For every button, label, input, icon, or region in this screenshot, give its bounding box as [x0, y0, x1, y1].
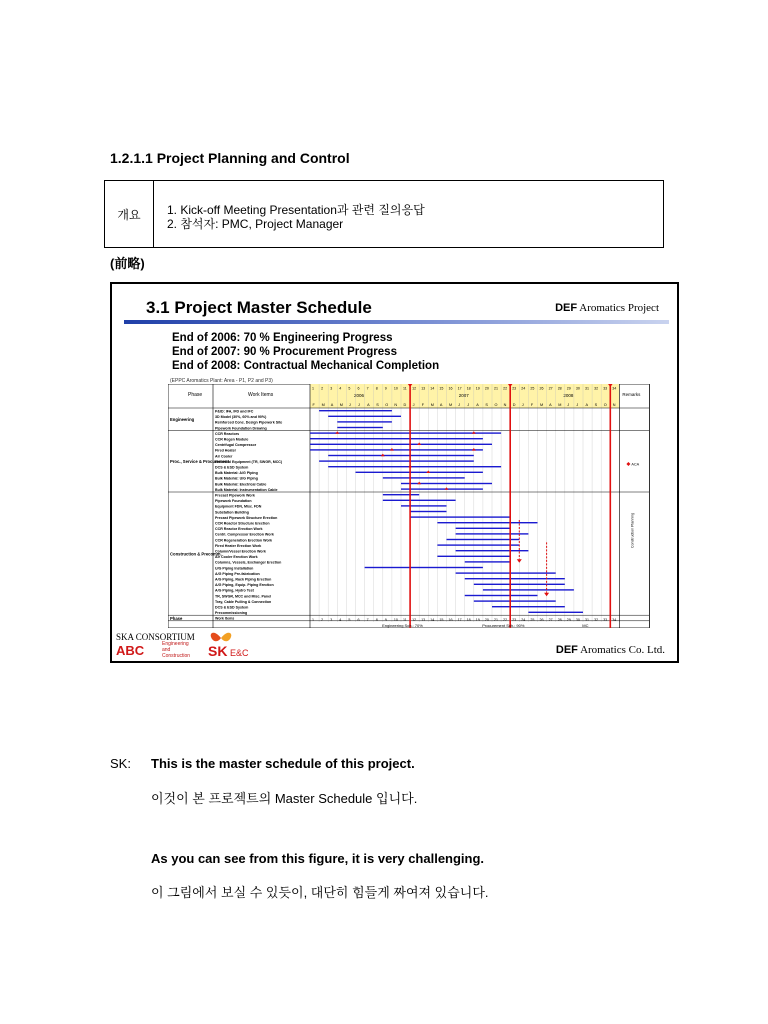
phase-label: Construction & Precomm. — [170, 551, 222, 557]
work-item-label: Equipment FDN, Misc. FDN — [215, 504, 262, 509]
work-item-label: Fired Heater Erection Work — [215, 543, 262, 548]
month-letter: J — [412, 403, 415, 407]
sk-logo: SK — [208, 643, 228, 659]
month-letter: A — [585, 403, 589, 407]
overview-line: 2. 참석자: PMC, Project Manager — [167, 217, 344, 231]
month-number: 33 — [603, 386, 608, 391]
month-letter: S — [376, 403, 379, 407]
month-letter: D — [512, 403, 516, 407]
month-number: 4 — [339, 386, 342, 391]
bottom-month-number: 5 — [348, 618, 351, 622]
bottom-month-number: 17 — [457, 618, 462, 622]
month-number: 30 — [575, 386, 580, 391]
work-item-label: TR, SWGR, MCC and Misc. Panel — [215, 594, 272, 599]
schedule-bar — [410, 511, 446, 512]
schedule-bar — [437, 556, 510, 557]
abc-logo-subtitle: Engineering and Construction — [162, 641, 191, 659]
month-number: 19 — [475, 386, 480, 391]
bottom-month-number: 27 — [548, 618, 553, 622]
schedule-bar — [310, 449, 483, 450]
work-item-label: A/G Piping, Equip. Piping Erection — [215, 583, 274, 588]
schedule-bar — [383, 500, 456, 501]
month-letter: A — [476, 403, 479, 407]
month-letter: S — [594, 403, 598, 407]
work-item-label: Air Cooler Erection Work — [215, 555, 258, 560]
bottom-month-number: 19 — [475, 618, 480, 622]
schedule-bar — [456, 533, 529, 534]
month-number: 2 — [321, 386, 324, 391]
month-number: 6 — [357, 386, 360, 391]
schedule-bar — [456, 572, 556, 573]
work-item-label: Pipework Foundation Drawing — [215, 426, 267, 431]
month-number: 16 — [448, 386, 453, 391]
schedule-bar — [465, 561, 511, 562]
work-item-label: Centrifugal Compressor — [215, 443, 257, 448]
bottom-month-number: 34 — [612, 618, 617, 622]
month-letter: M — [449, 403, 453, 407]
bottom-month-number: 14 — [430, 618, 435, 622]
month-number: 5 — [348, 386, 351, 391]
month-letter: O — [603, 403, 607, 407]
month-letter: J — [467, 403, 470, 407]
work-item-label: U/G Piping Installation — [215, 566, 254, 571]
month-number: 3 — [330, 386, 333, 391]
dialogue-line-en-2: As you can see from this figure, it is very challenging. — [151, 851, 485, 866]
bottom-month-number: 24 — [521, 618, 526, 622]
month-number: 8 — [375, 386, 378, 391]
work-item-label: A/G Piping, Hydro Test — [215, 588, 254, 593]
schedule-bar — [437, 544, 519, 545]
bottom-month-number: 9 — [384, 618, 387, 622]
schedule-bar — [328, 416, 401, 417]
schedule-bar — [319, 460, 474, 461]
bottom-month-number: 33 — [603, 618, 608, 622]
month-letter: F — [421, 403, 425, 407]
month-letter: O — [385, 403, 389, 407]
schedule-bar — [365, 567, 483, 568]
month-letter: J — [567, 403, 570, 407]
month-letter: O — [494, 403, 498, 407]
month-number: 26 — [539, 386, 544, 391]
month-letter: M — [540, 403, 544, 407]
schedule-bar — [310, 438, 483, 439]
bottom-month-number: 10 — [393, 618, 398, 622]
month-number: 20 — [484, 386, 489, 391]
phase-label: Phase — [170, 616, 183, 621]
schedule-bar — [492, 606, 565, 607]
footer-company-name: Aromatics Co. Ltd. — [580, 644, 665, 656]
phase-label: Engineering — [170, 417, 195, 423]
month-letter: J — [358, 403, 360, 407]
work-item-label: Work Items — [215, 616, 235, 621]
month-number: 23 — [512, 386, 517, 391]
bottom-month-number: 29 — [566, 618, 571, 622]
month-letter: D — [403, 403, 407, 407]
schedule-bar — [410, 516, 510, 517]
month-letter: M — [558, 403, 562, 407]
schedule-bar — [483, 589, 574, 590]
bottom-milestone-label: Procurement Sch.: 90% — [482, 623, 525, 628]
month-letter: A — [549, 403, 552, 407]
bottom-month-number: 7 — [366, 618, 369, 622]
schedule-bar — [456, 528, 511, 529]
work-item-label: DCS & ESD System — [215, 465, 249, 470]
work-item-label: P&ID: IFA, IFD and IFC — [215, 409, 254, 414]
schedule-bar — [401, 488, 483, 489]
schedule-bar — [337, 427, 383, 428]
header-items: Work Items — [248, 392, 274, 398]
bottom-month-number: 8 — [375, 618, 378, 622]
slide-project-label — [555, 302, 659, 314]
schedule-bar — [465, 595, 538, 596]
bottom-month-number: 15 — [439, 618, 444, 622]
bottom-month-number: 1 — [312, 618, 314, 622]
omitted-marker: (前略) — [110, 256, 145, 271]
bottom-month-number: 16 — [448, 618, 453, 622]
schedule-bar — [356, 472, 483, 473]
month-number: 11 — [403, 386, 407, 391]
month-number: 7 — [366, 386, 369, 391]
remark-text: ACA — [631, 462, 640, 467]
overview-label: 개요 — [105, 181, 154, 247]
work-item-label: Column/Vessel Erection Work — [215, 549, 266, 554]
work-item-label: CCR Reactors — [215, 431, 240, 436]
work-item-label: Precast Pipework Structure Erection — [215, 515, 278, 520]
year-label: 2008 — [563, 393, 574, 398]
work-item-label: Bulk Material: U/G Piping — [215, 476, 258, 481]
work-item-label: Bulk Material: Electrical Cable — [215, 482, 267, 487]
schedule-bar — [383, 494, 419, 495]
bottom-month-number: 20 — [484, 618, 489, 622]
month-number: 31 — [585, 386, 589, 391]
consortium-name: SKA CONSORTIUM — [116, 632, 195, 642]
bottom-month-number: 2 — [321, 618, 324, 622]
bottom-month-number: 31 — [585, 618, 589, 622]
month-letter: M — [339, 403, 343, 407]
schedule-bar — [310, 444, 492, 445]
bottom-month-number: 30 — [575, 618, 580, 622]
month-number: 28 — [557, 386, 562, 391]
schedule-bar — [319, 410, 392, 411]
month-letter: N — [394, 403, 398, 407]
month-letter: N — [503, 403, 507, 407]
work-item-label: Tray, Cable Pulling & Connection — [215, 599, 272, 604]
project-brand: DEF — [555, 302, 578, 314]
schedule-bar — [528, 612, 583, 613]
bottom-month-number: 22 — [503, 618, 508, 622]
bottom-month-number: 3 — [330, 618, 333, 622]
month-number: 29 — [566, 386, 571, 391]
work-item-label: Precommissioning — [215, 611, 248, 616]
schedule-bar — [328, 466, 501, 467]
slide-footer-company — [556, 644, 665, 656]
work-item-label: CCR Reactor Structure Erection — [215, 521, 270, 526]
phase-label: Proc., Service & Procurement — [170, 459, 229, 465]
slide-title: 3.1 Project Master Schedule — [146, 298, 372, 317]
work-item-label: CCR Regeneration Erection Work — [215, 538, 273, 543]
work-item-label: CCR Regen Module — [215, 437, 249, 442]
schedule-bar — [447, 539, 520, 540]
month-number: 32 — [594, 386, 599, 391]
work-item-label: Reinforced Conc. Design Pipework Site — [215, 420, 283, 425]
schedule-bar — [465, 578, 565, 579]
bottom-month-number: 12 — [412, 618, 417, 622]
work-item-label: A/G Piping Pre-fabrication — [215, 571, 260, 576]
milestone-completion: End of 2008: Contractual Mechanical Completion — [172, 360, 440, 372]
work-item-label: A/G Piping, Rack Piping Erection — [215, 577, 272, 582]
month-number: 34 — [612, 386, 617, 391]
work-item-label: 3D Model (30%, 60% and 90%) — [215, 415, 267, 420]
work-item-label: Fired Heater — [215, 448, 236, 453]
bottom-milestone-label: MC — [582, 623, 589, 628]
work-item-label: DCS & ESD System — [215, 605, 249, 610]
bottom-month-number: 28 — [557, 618, 562, 622]
work-item-label: Pipework Foundation — [215, 499, 252, 504]
bottom-month-number: 11 — [403, 618, 407, 622]
bottom-month-number: 26 — [539, 618, 544, 622]
year-label: 2007 — [458, 393, 469, 398]
milestone-engineering: End of 2006: 70 % Engineering Progress — [172, 332, 393, 344]
master-schedule-slide — [110, 282, 679, 663]
schedule-subtitle: (EPPC Aromatics Plant: Area - P1, P2 and P3) — [170, 378, 273, 384]
schedule-bar — [474, 584, 565, 585]
month-letter: A — [439, 403, 443, 407]
month-letter: J — [521, 403, 524, 407]
month-letter: M — [321, 403, 325, 407]
work-item-label: Substation Building — [215, 510, 249, 515]
month-letter: A — [367, 403, 370, 407]
month-letter: F — [530, 403, 534, 407]
footer-brand: DEF — [555, 644, 578, 656]
bottom-month-number: 25 — [530, 618, 535, 622]
month-number: 27 — [548, 386, 553, 391]
month-number: 25 — [530, 386, 535, 391]
schedule-bar — [474, 600, 556, 601]
month-number: 15 — [439, 386, 444, 391]
work-item-label: CCR Reactor Erection Work — [215, 527, 263, 532]
overview-box — [104, 180, 664, 248]
bottom-month-number: 23 — [512, 618, 517, 622]
side-note: Construction Planning — [630, 512, 635, 548]
month-number: 13 — [421, 386, 426, 391]
month-number: 10 — [393, 386, 398, 391]
project-name: Aromatics Project — [579, 302, 659, 314]
header-remarks: Remarks — [622, 392, 641, 397]
month-letter: J — [576, 403, 579, 407]
title-rule — [124, 320, 669, 324]
schedule-bar — [337, 421, 392, 422]
overview-line: 1. Kick-off Meeting Presentation과 관련 질의응답 — [167, 203, 425, 217]
work-item-label: Electrical Equipment (TR, SWGR, MCC) — [215, 459, 283, 464]
month-number: 14 — [430, 386, 435, 391]
month-letter: J — [458, 403, 461, 407]
year-label: 2006 — [354, 393, 365, 398]
bottom-month-number: 32 — [594, 618, 599, 622]
speaker-label: SK: — [110, 756, 131, 771]
dialogue-line-en-1: This is the master schedule of this project. — [151, 756, 415, 771]
month-letter: N — [612, 403, 616, 407]
month-letter: M — [430, 403, 434, 407]
overview-lines — [167, 203, 425, 231]
bottom-milestone-label: Engineering Sch.: 70% — [382, 623, 423, 628]
dialogue-line-ko-2: 이 그림에서 보실 수 있듯이, 대단히 힘들게 짜여져 있습니다. — [151, 885, 489, 900]
schedule-bar — [437, 522, 537, 523]
bottom-month-number: 6 — [357, 618, 360, 622]
month-number: 17 — [457, 386, 462, 391]
schedule-bar — [383, 477, 465, 478]
gantt-chart — [168, 384, 668, 628]
month-number: 22 — [503, 386, 508, 391]
month-number: 24 — [521, 386, 526, 391]
month-number: 12 — [412, 386, 417, 391]
month-number: 18 — [466, 386, 471, 391]
work-item-label: Air Cooler — [215, 454, 233, 459]
milestone-procurement: End of 2007: 90 % Procurement Progress — [172, 346, 397, 358]
bottom-month-number: 4 — [339, 618, 342, 622]
schedule-bar — [401, 483, 492, 484]
dialogue-line-ko-1: 이것이 본 프로젝트의 Master Schedule 입니다. — [151, 791, 418, 806]
month-letter: J — [348, 403, 351, 407]
month-letter: F — [312, 403, 315, 407]
schedule-bar — [328, 455, 474, 456]
month-number: 21 — [494, 386, 498, 391]
month-letter: S — [485, 403, 488, 407]
work-item-label: Bulk Material: A/G Piping — [215, 471, 258, 476]
schedule-bar — [401, 505, 447, 506]
header-phase: Phase — [188, 392, 203, 398]
bottom-month-number: 18 — [466, 618, 471, 622]
month-letter: A — [330, 403, 334, 407]
abc-logo: ABC — [116, 643, 145, 658]
sk-logo-subtitle: E&C — [230, 648, 249, 658]
month-number: 9 — [384, 386, 387, 391]
work-item-label: Centri. Compressor Erection Work — [215, 532, 274, 537]
work-item-label: Precast Pipework Work — [215, 493, 255, 498]
schedule-bar — [456, 550, 529, 551]
bottom-month-number: 13 — [421, 618, 426, 622]
month-number: 1 — [312, 386, 314, 391]
work-item-label: Bulk Material: Instrumentation Cable — [215, 487, 278, 492]
work-item-label: Columns, Vessels, Exchanger Erection — [215, 560, 282, 565]
section-heading: 1.2.1.1 Project Planning and Control — [110, 150, 350, 166]
bottom-month-number: 21 — [494, 618, 498, 622]
